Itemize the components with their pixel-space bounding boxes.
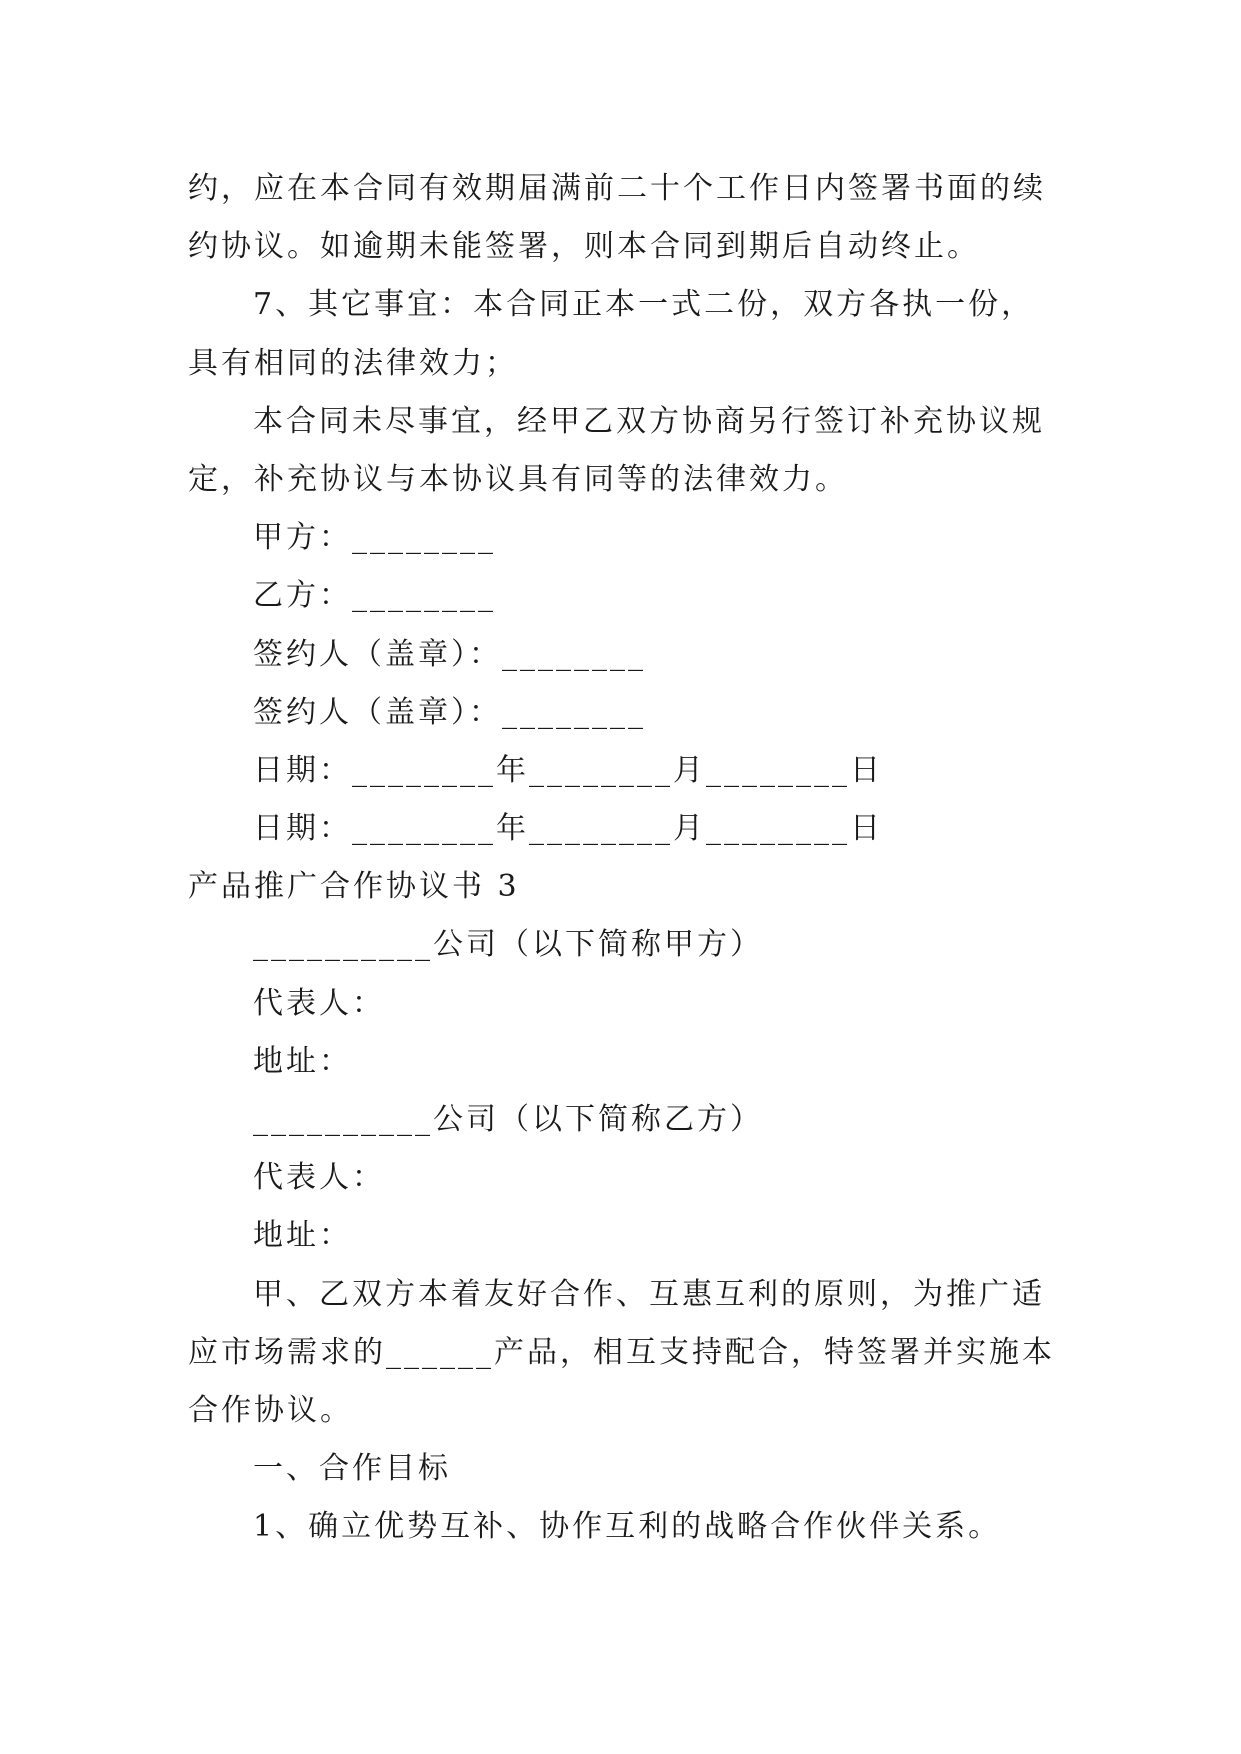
date-line: 日期：________年________月________日 bbox=[253, 752, 883, 788]
date-line: 日期：________年________月________日 bbox=[253, 811, 883, 847]
text-line: 应市场需求的______产品，相互支持配合，特签署并实施本 bbox=[188, 1334, 1055, 1370]
company-a-line: __________公司（以下简称甲方） bbox=[253, 927, 763, 963]
representative-line: 代表人： bbox=[253, 985, 385, 1021]
address-line: 地址： bbox=[253, 1043, 352, 1079]
party-b-line: 乙方：________ bbox=[253, 578, 496, 614]
text-line: 约，应在本合同有效期届满前二十个工作日内签署书面的续 bbox=[188, 171, 1046, 206]
text-line: 定，补充协议与本协议具有同等的法律效力。 bbox=[188, 461, 848, 497]
document-page bbox=[188, 160, 1058, 1557]
heading-line: 一、合作目标 bbox=[253, 1451, 451, 1487]
company-b-line: __________公司（以下简称乙方） bbox=[253, 1102, 763, 1137]
text-line: 约协议。如逾期未能签署，则本合同到期后自动终止。 bbox=[188, 229, 980, 265]
text-line: 本合同未尽事宜，经甲乙双方协商另行签订补充协议规 bbox=[253, 403, 1045, 439]
address-line: 地址： bbox=[253, 1218, 352, 1254]
party-a-line: 甲方：________ bbox=[253, 520, 496, 556]
text-line: 甲、乙双方本着友好合作、互惠互利的原则，为推广适 bbox=[253, 1276, 1045, 1312]
signatory-line: 签约人（盖章）：________ bbox=[253, 636, 646, 672]
text-line: 1、确立优势互补、协作互利的战略合作伙伴关系。 bbox=[253, 1509, 1002, 1545]
signatory-line: 签约人（盖章）：________ bbox=[253, 694, 646, 730]
section-title: 产品推广合作协议书 3 bbox=[188, 869, 520, 905]
representative-line: 代表人： bbox=[253, 1160, 385, 1196]
text-line: 合作协议。 bbox=[188, 1392, 353, 1428]
text-line: 具有相同的法律效力； bbox=[188, 345, 518, 381]
text-line: 7、其它事宜：本合同正本一式二份，双方各执一份， bbox=[253, 287, 1035, 323]
